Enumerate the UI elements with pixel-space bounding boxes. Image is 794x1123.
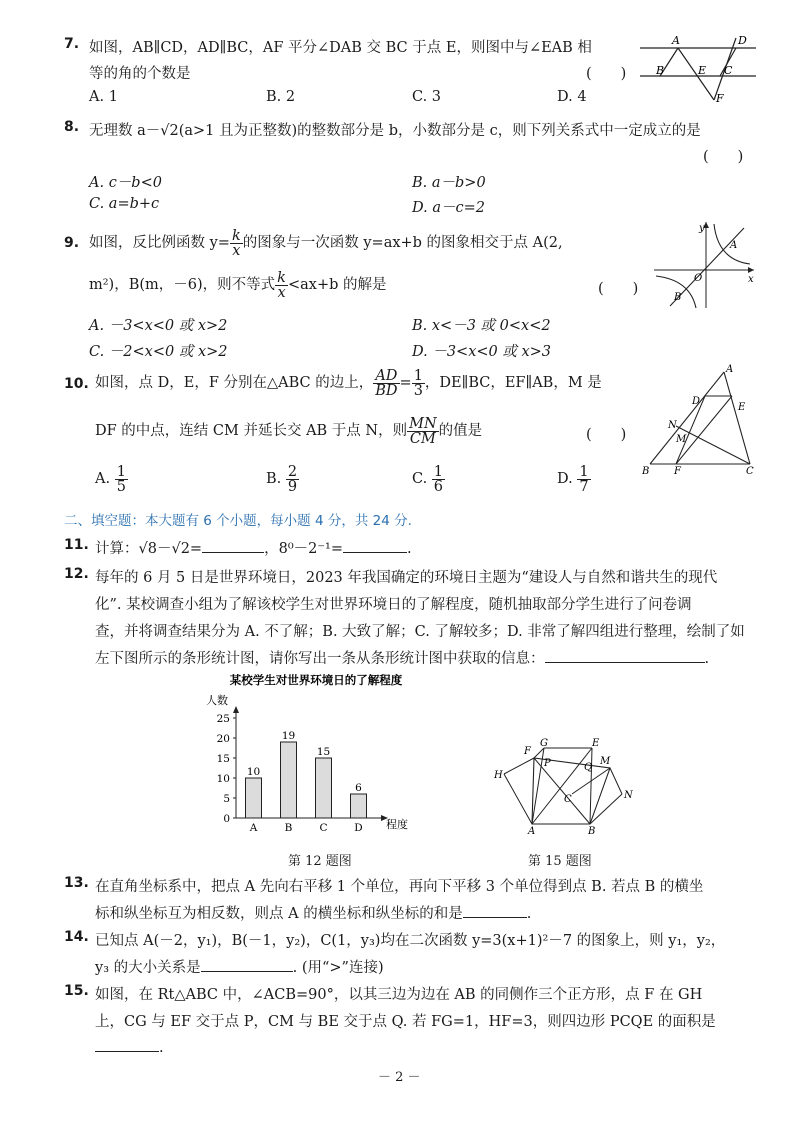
q15-text-line2: 上，CG 与 EF 交于点 P，CM 与 BE 交于点 Q. 若 FG=1，HF=3，则四边形 PCQE 的面积是	[95, 1014, 716, 1030]
chart-y-axis-arrow	[233, 706, 239, 713]
q10-option-c-num: 1	[433, 463, 444, 480]
chart-bar-value-label: 6	[355, 782, 362, 794]
q10-text-line1	[95, 366, 602, 400]
q10-number: 10.	[64, 376, 89, 392]
q9-label-x: x	[748, 274, 754, 285]
q7-answer-paren: ( )	[586, 66, 627, 82]
chart-y-tick-label: 10	[216, 773, 230, 785]
q13-answer-blank[interactable]	[463, 903, 527, 918]
q10-frac1-den: BD	[375, 382, 398, 399]
q10-label-m: M	[676, 434, 687, 445]
q10-option-b	[266, 462, 299, 496]
q7-text-line2: 等的角的个数是	[89, 66, 191, 82]
q14-text-line1: 已知点 A(－2，y₁)，B(－1，y₂)，C(1，y₃)均在二次函数 y=3(x+1)²－7 的图象上，则 y₁，y₂，	[95, 933, 726, 949]
q13-text-line1: 在直角坐标系中，把点 A 先向右平移 1 个单位，再向下平移 3 个单位得到点 B. 若点 B 的横坐	[95, 879, 704, 895]
q15-line3-end: .	[159, 1040, 164, 1056]
q9-line1-b: 的图象与一次函数 y=ax+b 的图象相交于点 A(2,	[242, 235, 563, 251]
q9-frac-den: x	[232, 242, 241, 259]
q15-answer-blank[interactable]	[95, 1037, 159, 1052]
q9-frac-num: k	[231, 227, 241, 244]
q15-label-e: E	[592, 738, 600, 749]
q12-text-line2: 化”. 某校调查小组为了解该校学生对世界环境日的了解程度，随机抽取部分学生进行了问卷调	[95, 597, 692, 613]
section-2-heading: 二、填空题：本大题有 6 个小题，每小题 4 分，共 24 分.	[64, 513, 412, 529]
q10-option-a	[95, 462, 128, 496]
chart-y-tick-label: 20	[216, 733, 230, 745]
q7-option-d: D. 4	[557, 89, 587, 105]
q10-option-d-den: 7	[579, 478, 589, 495]
q14-line2-a: y₃ 的大小关系是	[95, 960, 201, 976]
q9-option-a: A. －3<x<0 或 x>2	[89, 318, 228, 334]
chart-bar-value-label: 19	[281, 730, 296, 742]
q12-line4-end: .	[704, 651, 710, 667]
q15-text-line1: 如图，在 Rt△ABC 中，∠ACB=90°，以其三边为边在 AB 的同侧作三个正方形，点 F 在 GH	[95, 987, 703, 1003]
q8-option-c: C. a=b+c	[89, 196, 160, 212]
chart-title: 某校学生对世界环境日的了解程度	[229, 673, 403, 687]
page-number: － 2 －	[378, 1070, 421, 1085]
chart-y-tick-label: 0	[223, 813, 230, 825]
q12-figure-caption: 第 12 题图	[288, 854, 352, 869]
q7-text-line1: 如图，AB∥CD，AD∥BC，AF 平分∠DAB 交 BC 于点 E，则图中与∠EAB 相	[89, 40, 592, 56]
q12-answer-blank[interactable]	[545, 648, 705, 663]
q10-figure	[640, 364, 760, 476]
chart-y-tick-label: 5	[223, 793, 230, 805]
q10-option-a-den: 5	[116, 478, 126, 495]
q10-answer-paren: ( )	[586, 427, 627, 443]
q10-frac3-den: CM	[409, 430, 436, 447]
q12-text-line3: 查，并将调查结果分为 A. 不了解；B. 大致了解；C. 了解较多；D. 非常了解四组进行整理，绘制了如	[95, 624, 745, 640]
q9-frac2-den: x	[277, 284, 286, 301]
q9-label-a: A	[730, 240, 738, 251]
chart-y-tick-label: 25	[216, 713, 230, 725]
q8-option-d: D. a－c=2	[412, 200, 485, 216]
q8-number: 8.	[64, 119, 80, 135]
q7-figure	[638, 30, 760, 110]
q9-label-y: y	[699, 223, 705, 234]
q15-label-a: A	[528, 826, 536, 834]
q11-text	[95, 537, 412, 558]
q11-blank-1[interactable]	[202, 538, 264, 553]
q9-option-d: D. －3<x<0 或 x>3	[412, 344, 552, 360]
q10-option-c	[412, 462, 445, 496]
q9-label-b: B	[674, 292, 682, 303]
q14-number: 14.	[64, 929, 89, 945]
q10-frac3-num: MN	[409, 415, 437, 432]
q9-option-c: C. －2<x<0 或 x>2	[89, 344, 228, 360]
q7-label-c: C	[724, 64, 733, 77]
q10-line1-c: ，DE∥BC，EF∥AB，M 是	[424, 375, 602, 391]
q7-label-b: B	[656, 64, 665, 77]
chart-x-axis-label: 程度	[386, 818, 408, 831]
chart-bar-c	[316, 758, 332, 818]
q10-label-n: N	[668, 420, 677, 431]
q7-label-e: E	[698, 64, 707, 77]
q9-figure	[650, 218, 758, 310]
chart-y-tick-label: 15	[216, 753, 230, 765]
q15-number: 15.	[64, 983, 89, 999]
q10-frac1-num: AD	[373, 369, 399, 384]
q12-number: 12.	[64, 566, 89, 582]
q10-label-a: A	[726, 364, 734, 375]
q8-option-a: A. c－b<0	[89, 175, 162, 191]
q10-option-c-letter: C.	[412, 471, 428, 487]
q10-option-a-num: 1	[116, 463, 126, 480]
q12-text-line1: 每年的 6 月 5 日是世界环境日，2023 年我国确定的环境日主题为“建设人与自然和谐共生的现代	[95, 570, 718, 586]
q10-label-c: C	[746, 466, 754, 476]
q10-label-f: F	[674, 466, 681, 476]
q9-option-b: B. x<－3 或 0<x<2	[412, 318, 551, 334]
q11-number: 11.	[64, 537, 89, 553]
q10-text-line2	[95, 414, 482, 448]
q9-label-o: O	[694, 273, 703, 284]
q9-answer-paren: ( )	[598, 281, 639, 297]
q7-label-f: F	[716, 92, 724, 105]
q14-answer-blank[interactable]	[201, 957, 293, 972]
q13-text-line2	[95, 902, 531, 923]
q15-figure-caption: 第 15 题图	[528, 854, 592, 869]
q9-line2-a: m²)，B(m，－6)，则不等式	[89, 277, 276, 293]
q10-option-b-den: 9	[287, 478, 298, 495]
q8-text-line1: 无理数 a－√2(a>1 且为正整数)的整数部分是 b，小数部分是 c，则下列关系式中一定成立的是	[89, 123, 701, 139]
q7-number: 7.	[64, 36, 80, 52]
q10-label-d: D	[692, 396, 701, 407]
q12-line4-text: 左下图所示的条形统计图，请你写出一条从条形统计图中获取的信息：	[95, 651, 545, 667]
chart-bar-value-label: 15	[316, 746, 331, 758]
chart-bar-value-label: 10	[246, 766, 261, 778]
q9-text-line2	[89, 268, 386, 302]
q10-frac2-num: 1	[413, 367, 423, 384]
q9-text-line1	[89, 226, 563, 260]
chart-x-tick-label: C	[319, 822, 328, 834]
chart-bar-b	[281, 742, 297, 818]
q11-text-c: .	[406, 541, 412, 557]
chart-x-tick-label: D	[354, 822, 363, 834]
chart-y-axis-label: 人数	[206, 694, 228, 707]
q10-frac2-den: 3	[413, 382, 423, 399]
q9-line1-a: 如图，反比例函数 y=	[89, 235, 230, 251]
q14-text-line2	[95, 956, 384, 977]
q7-option-a: A. 1	[89, 89, 118, 105]
q10-line2-a: DF 的中点，连结 CM 并延长交 AB 于点 N，则	[95, 423, 408, 439]
q10-option-b-letter: B.	[266, 471, 282, 487]
q10-line2-b: 的值是	[438, 423, 483, 439]
q15-label-f: F	[524, 746, 531, 757]
q10-option-b-num: 2	[287, 463, 298, 480]
q10-line1-a: 如图，点 D，E，F 分别在△ABC 的边上，	[95, 375, 374, 391]
q15-label-g: G	[540, 738, 548, 749]
q15-text-line3	[95, 1037, 164, 1056]
chart-x-tick-label: B	[284, 822, 293, 834]
q15-label-b: B	[588, 826, 596, 834]
q10-option-d	[557, 462, 591, 496]
q11-text-a: 计算：√8－√2=	[95, 541, 203, 557]
q9-line2-b: <ax+b 的解是	[287, 277, 387, 293]
q7-option-c: C. 3	[412, 89, 442, 105]
q15-label-n: N	[624, 790, 633, 801]
q15-label-m: M	[600, 756, 611, 767]
q10-line1-b: =	[399, 375, 412, 391]
chart-bar-d	[351, 794, 367, 818]
q12-bar-chart	[196, 668, 436, 840]
q13-line2-text: 标和纵坐标互为相反数，则点 A 的横坐标和纵坐标的和是	[95, 906, 463, 922]
q10-label-e: E	[738, 402, 746, 413]
q9-number: 9.	[64, 235, 80, 251]
q11-text-b: ，8⁰－2⁻¹=	[264, 541, 343, 557]
q15-label-h: H	[494, 770, 503, 781]
chart-x-tick-label: A	[249, 822, 258, 834]
q8-answer-paren: ( )	[703, 149, 744, 165]
q15-label-q: Q	[584, 762, 593, 773]
q9-frac2-num: k	[277, 269, 286, 286]
q10-option-d-letter: D.	[557, 471, 573, 487]
q7-option-b: B. 2	[266, 89, 296, 105]
q10-label-b: B	[642, 466, 650, 476]
q13-number: 13.	[64, 875, 89, 891]
q15-figure	[488, 734, 638, 834]
q14-line2-b: . (用“>”连接)	[292, 960, 384, 976]
q7-label-a: A	[672, 34, 680, 47]
q13-line2-end: .	[526, 906, 532, 922]
q12-text-line4	[95, 647, 709, 668]
q15-label-p: P	[544, 758, 551, 769]
q10-option-a-letter: A.	[95, 471, 111, 487]
q7-label-d: D	[738, 34, 747, 47]
q11-blank-2[interactable]	[343, 538, 407, 553]
chart-bar-a	[246, 778, 262, 818]
q10-option-d-num: 1	[579, 463, 589, 480]
q15-label-c: C	[564, 794, 572, 805]
q8-option-b: B. a－b>0	[412, 175, 486, 191]
q10-option-c-den: 6	[433, 478, 444, 495]
